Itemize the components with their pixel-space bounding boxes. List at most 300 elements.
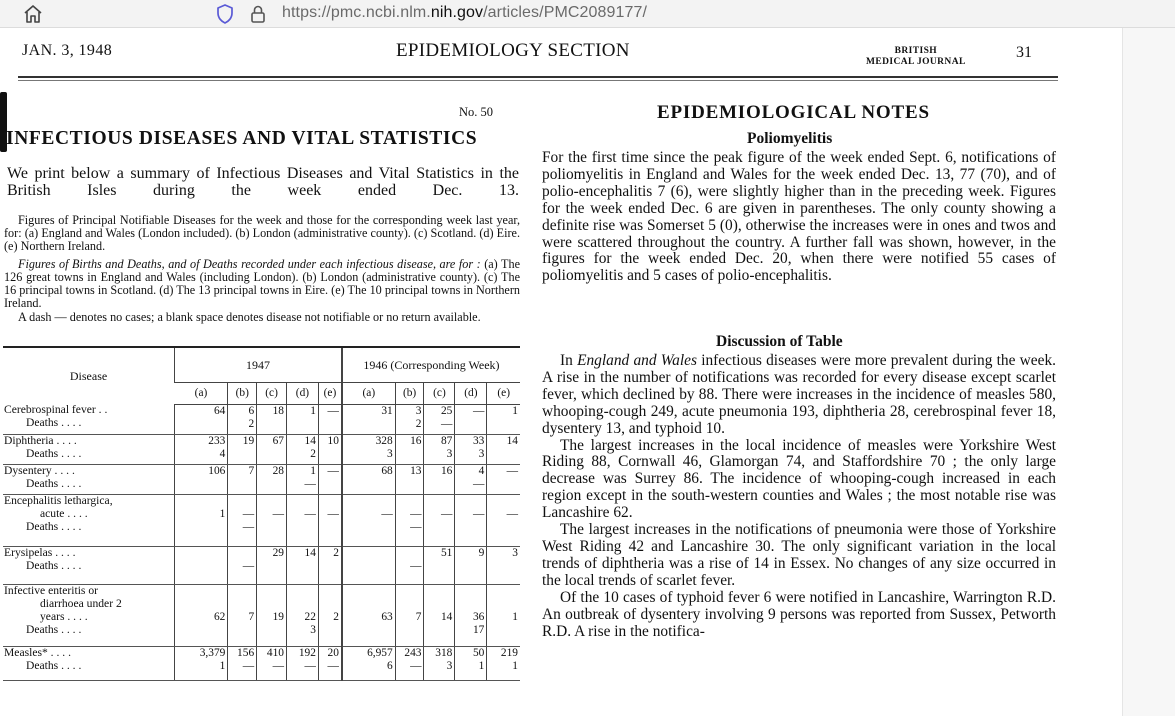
table-cell — [318, 646, 341, 680]
table-cell — [455, 404, 487, 434]
cases-value: 10 — [327, 434, 339, 447]
statistics-table — [3, 348, 520, 681]
column-header: (e) — [318, 382, 341, 404]
disease-line: Dysentery . . . . — [4, 464, 75, 477]
group-1947: 1947 — [175, 348, 342, 382]
article-page — [0, 28, 1120, 716]
deaths-value — [457, 521, 484, 534]
right-article-title: EPIDEMIOLOGICAL NOTES — [657, 102, 930, 123]
article-number: No. 50 — [459, 105, 494, 119]
table-cell — [455, 584, 487, 646]
cases-value: 13 — [410, 464, 422, 477]
disease-name — [3, 494, 175, 546]
table-cell — [455, 434, 487, 464]
table-cell — [424, 434, 455, 464]
table-cell — [175, 584, 228, 646]
cases-value: 16 — [410, 434, 422, 447]
para-births-italic: Figures of Births and Deaths, and of Deaths recorded under each infectious disease, are for : — [18, 257, 481, 271]
cases-value: 3 — [415, 404, 422, 417]
disease-line: Deaths . . . . — [26, 446, 82, 460]
para-births-text: (a) The 126 great towns in England and Wales (including London). (b) London (administrative county). (c) The 16 principal towns in Scotland. (d) The 13 principal towns in Eire. (e) The 10 principal towns in Northern Ireland. — [4, 257, 520, 310]
discussion-para-3 — [542, 522, 1056, 590]
cases-value: 36 — [472, 610, 485, 623]
deaths-value: 3 — [387, 447, 393, 460]
cases-value: 156 — [237, 646, 255, 659]
table-cell — [455, 546, 487, 584]
deaths-value — [321, 478, 339, 491]
table-cell — [487, 546, 520, 584]
table-cell — [286, 494, 318, 546]
cases-value: 219 — [500, 646, 518, 659]
discussion-para-2 — [542, 438, 1056, 523]
header-rule-thin — [18, 80, 1058, 81]
disease-line: Encephalitis lethargica, — [4, 494, 113, 507]
cases-value: 31 — [381, 404, 393, 417]
deaths-value — [259, 448, 284, 461]
table-cell — [424, 584, 455, 646]
table-cell — [487, 584, 520, 646]
deaths-value — [289, 560, 316, 573]
deaths-value: 2 — [415, 417, 422, 430]
cases-value: 87 — [440, 434, 453, 447]
table-cell — [175, 464, 228, 494]
table-cell — [257, 584, 287, 646]
deaths-value — [345, 521, 393, 534]
table-row — [3, 584, 520, 646]
deaths-value: — — [327, 659, 339, 672]
deaths-value — [489, 624, 518, 637]
table-cell — [257, 546, 287, 584]
cases-value: 9 — [478, 546, 485, 559]
cases-value: — — [381, 507, 393, 520]
deaths-value — [398, 478, 422, 491]
table-cell — [228, 494, 257, 546]
cases-value: 18 — [272, 404, 284, 417]
table-cell — [257, 646, 287, 680]
deaths-value — [457, 418, 484, 431]
disease-line: Deaths . . . . — [26, 476, 82, 490]
deaths-value — [398, 448, 422, 461]
deaths-value — [177, 478, 225, 491]
header-page-number: 31 — [1016, 44, 1032, 61]
table-cell — [487, 646, 520, 680]
disc-p1-italic: England and Wales — [577, 352, 697, 369]
column-header: (e) — [487, 382, 520, 404]
cases-value: — — [410, 507, 422, 520]
table-cell — [286, 464, 318, 494]
discussion-para-1 — [542, 353, 1056, 438]
table-cell — [342, 584, 395, 646]
cases-value: 328 — [375, 434, 393, 447]
table-group-header — [3, 348, 520, 382]
column-header: (d) — [286, 382, 318, 404]
table-cell — [257, 464, 287, 494]
deaths-value — [345, 560, 393, 573]
url-prefix: https://pmc.ncbi.nlm. — [282, 4, 431, 21]
deaths-value: 1 — [478, 659, 485, 672]
table-cell — [286, 646, 318, 680]
disease-line: years . . . . — [40, 609, 88, 623]
disease-line: Diphtheria . . . . — [4, 434, 77, 447]
table-cell — [228, 434, 257, 464]
deaths-value — [345, 624, 393, 637]
cases-value: 233 — [208, 434, 226, 447]
cases-value: 3 — [512, 546, 518, 559]
cases-value: 6 — [248, 404, 255, 417]
statistics-table-wrapper — [3, 346, 520, 716]
left-para-notifiable — [4, 214, 520, 253]
cases-value: — — [506, 464, 518, 477]
address-bar[interactable] — [282, 4, 647, 22]
deaths-value: 1 — [219, 659, 226, 672]
table-cell — [395, 464, 424, 494]
cases-value: — — [506, 507, 518, 520]
cases-value: 192 — [298, 646, 316, 659]
disease-name — [3, 434, 175, 464]
column-header: (c) — [257, 382, 287, 404]
deaths-value — [489, 560, 518, 573]
table-cell — [228, 546, 257, 584]
table-cell — [175, 494, 228, 546]
deaths-value: — — [272, 659, 284, 672]
deaths-value — [426, 478, 452, 491]
deaths-value — [321, 418, 339, 431]
left-intro: We print below a summary of Infectious Diseases and Vital Statistics in the British Isles during the week ended Dec. 13. — [7, 165, 519, 199]
disc-p1-pre: In — [560, 352, 578, 369]
table-cell — [318, 404, 341, 434]
deaths-value: 17 — [472, 623, 485, 636]
disc-p3-text: The largest increases in the notifications of pneumonia were those of Yorkshire West Riding 42 and Lancashire 30. The only significant variation in the local trends of diphtheria was a rise of 14 in Essex. No changes of any size occurred in the local trends of scarlet fever. — [542, 521, 1056, 589]
cases-value: 318 — [435, 646, 453, 659]
para-dash-text: A dash — denotes no cases; a blank space denotes disease not notifiable or no return available. — [18, 310, 481, 324]
cases-value: 1 — [219, 507, 226, 520]
table-cell — [455, 494, 487, 546]
deaths-value — [489, 418, 518, 431]
cases-value: 7 — [415, 610, 422, 623]
url-suffix: /articles/PMC2089177/ — [483, 4, 648, 21]
cases-value: 63 — [381, 610, 393, 623]
table-cell — [286, 404, 318, 434]
cases-value: 7 — [248, 464, 255, 477]
deaths-value — [289, 418, 316, 431]
disc-p1-post: infectious diseases were more prevalent during the week. A rise in the number of notifications was recorded for every disease except scarlet fever, which declined by 88. There were increases in the incidence of measles 580, whooping-cough 249, acute pneumonia 193, diphtheria 28, cerebrospinal fever 18, dysentery 13, and typhoid 10. — [542, 352, 1057, 437]
deaths-value — [489, 478, 518, 491]
deaths-value — [230, 478, 254, 491]
cases-value: — — [242, 507, 255, 520]
cases-value: 4 — [478, 464, 485, 477]
deaths-value — [321, 560, 339, 573]
browser-toolbar — [0, 0, 1175, 28]
deaths-value: 2 — [310, 447, 316, 460]
column-header: (c) — [424, 382, 455, 404]
cases-value: 33 — [472, 434, 485, 447]
table-cell — [175, 434, 228, 464]
cases-value: 14 — [304, 546, 316, 559]
shield-icon[interactable] — [214, 3, 236, 25]
table-cell — [257, 434, 287, 464]
cases-value: 19 — [242, 434, 255, 447]
table-cell — [286, 584, 318, 646]
deaths-value — [321, 624, 339, 637]
deaths-value: — — [410, 659, 422, 672]
table-cell — [286, 434, 318, 464]
deaths-value: — — [410, 520, 422, 533]
table-cell — [342, 404, 395, 434]
cases-value: — — [304, 507, 316, 520]
cases-value: 14 — [304, 434, 316, 447]
table-row — [3, 494, 520, 546]
cases-value: 14 — [440, 610, 453, 623]
deaths-value — [289, 521, 316, 534]
polio-text — [542, 150, 1056, 285]
cases-value: — — [327, 404, 339, 417]
deaths-value — [259, 478, 284, 491]
table-cell — [487, 434, 520, 464]
table-cell — [342, 546, 395, 584]
column-header: (a) — [342, 382, 395, 404]
table-cell — [228, 404, 257, 434]
journal-line-2: MEDICAL JOURNAL — [866, 57, 966, 67]
polio-heading: Poliomyelitis — [747, 130, 833, 147]
table-cell — [257, 494, 287, 546]
table-cell — [395, 646, 424, 680]
table-cell — [424, 404, 455, 434]
deaths-value — [345, 418, 393, 431]
group-1946: 1946 (Corresponding Week) — [342, 348, 520, 382]
deaths-value — [345, 478, 393, 491]
deaths-value — [457, 560, 484, 573]
disease-line: Measles* . . . . — [4, 646, 71, 659]
cases-value: 243 — [404, 646, 422, 659]
deaths-value — [426, 624, 452, 637]
table-cell — [342, 494, 395, 546]
disease-line: Deaths . . . . — [26, 519, 82, 533]
left-article-title: INFECTIOUS DISEASES AND VITAL STATISTICS — [6, 128, 478, 149]
deaths-value: — — [242, 520, 255, 533]
cases-value — [177, 547, 225, 560]
table-cell — [286, 546, 318, 584]
deaths-value — [259, 560, 284, 573]
disease-line: Deaths . . . . — [26, 658, 82, 672]
cases-value: — — [472, 507, 485, 520]
table-cell — [395, 404, 424, 434]
deaths-value: 2 — [248, 417, 255, 430]
disc-p4-text: Of the 10 cases of typhoid fever 6 were notified in Lancashire, Warrington R.D. An outbreak of dysentery involving 9 persons was reported from Sussex, Petworth R.D. A rise in the notifica- — [542, 588, 1056, 640]
table-cell — [395, 434, 424, 464]
table-cell — [395, 584, 424, 646]
table-cell — [395, 494, 424, 546]
disease-line: Deaths . . . . — [26, 622, 82, 636]
cases-value: 51 — [440, 546, 453, 559]
table-cell — [318, 584, 341, 646]
cases-value: 14 — [506, 434, 518, 447]
deaths-value — [398, 624, 422, 637]
cases-value: 19 — [272, 610, 284, 623]
table-row — [3, 546, 520, 584]
cases-value: 1 — [512, 610, 518, 623]
deaths-value: 1 — [512, 659, 518, 672]
cases-value: 25 — [440, 404, 453, 417]
table-row — [3, 434, 520, 464]
deaths-value — [259, 624, 284, 637]
table-cell — [487, 494, 520, 546]
table-cell — [424, 646, 455, 680]
left-para-births — [4, 258, 520, 310]
table-cell — [318, 464, 341, 494]
table-cell — [342, 464, 395, 494]
cases-value: 1 — [512, 404, 518, 417]
deaths-value — [426, 560, 452, 573]
disease-name — [3, 546, 175, 584]
disease-line: Cerebrospinal fever . . — [4, 404, 108, 416]
deaths-value — [259, 521, 284, 534]
table-cell — [318, 546, 341, 584]
deaths-value: 3 — [310, 623, 316, 636]
table-cell — [455, 464, 487, 494]
journal-line-1: BRITISH — [894, 46, 938, 56]
deaths-value — [489, 448, 518, 461]
table-cell — [342, 646, 395, 680]
disease-line: Deaths . . . . — [26, 558, 82, 572]
table-cell — [228, 584, 257, 646]
deaths-value — [177, 624, 225, 637]
deaths-value — [321, 448, 339, 461]
deaths-value — [259, 418, 284, 431]
table-cell — [424, 546, 455, 584]
lock-icon[interactable] — [248, 3, 268, 25]
cases-value: 106 — [208, 464, 226, 477]
disease-header: Disease — [69, 369, 108, 383]
discussion-heading: Discussion of Table — [716, 333, 843, 350]
table-body — [3, 404, 520, 680]
disc-p2-text: The largest increases in the local incidence of measles were Yorkshire West Riding 88, Cornwall 46, Glamorgan 74, and Staffordshire 70 ; the only large decrease was Surrey 86. The incidence of whooping-cough increased in each region except in the south-western counties and Wales ; the most notable rise was Lancashire 62. — [542, 436, 1056, 522]
deaths-value — [177, 560, 225, 573]
column-header: (b) — [395, 382, 424, 404]
deaths-value — [426, 521, 452, 534]
deaths-value: — — [410, 559, 422, 572]
disease-line: diarrhoea under 2 — [40, 596, 122, 610]
deaths-value — [177, 521, 225, 534]
column-header: (a) — [175, 382, 228, 404]
discussion-text — [542, 353, 1056, 640]
deaths-value: — — [440, 417, 453, 430]
deaths-value: — — [304, 477, 316, 490]
cases-value: 16 — [440, 464, 453, 477]
table-cell — [395, 546, 424, 584]
left-para-dash — [4, 311, 520, 324]
disease-name — [3, 646, 175, 680]
cases-value — [398, 547, 422, 560]
cases-value: 7 — [248, 610, 255, 623]
cases-value: 2 — [333, 546, 339, 559]
deaths-value: 4 — [219, 447, 226, 460]
table-cell — [455, 646, 487, 680]
deaths-value: 6 — [387, 659, 393, 672]
cases-value: — — [327, 507, 339, 520]
table-cell — [424, 464, 455, 494]
deaths-value — [230, 448, 254, 461]
table-cell — [487, 404, 520, 434]
deaths-value — [489, 521, 518, 534]
cases-value — [345, 547, 393, 560]
deaths-value: 3 — [446, 659, 453, 672]
header-journal — [866, 46, 966, 68]
deaths-value: 3 — [478, 447, 485, 460]
column-header: (b) — [228, 382, 257, 404]
deaths-value: — — [242, 559, 255, 572]
table-row — [3, 646, 520, 680]
disease-line: Erysipelas . . . . — [4, 546, 76, 559]
scrollbar-gutter[interactable] — [1122, 28, 1175, 716]
table-cell — [175, 404, 228, 434]
table-cell — [318, 494, 341, 546]
table-cell — [257, 404, 287, 434]
polio-paragraph: For the first time since the peak figure of the week ended Sept. 6, notifications of poliomyelitis in England and Wales for the week ended Dec. 13, 77 (70), and of polio-encephalitis 7 (6), were slightly higher than in the preceding week. Figures for the week ended Dec. 6 are given in parentheses. The only county showing a definite rise was Somerset 5 (0), otherwise the increases were in ones and twos and were scattered throughout the country. A further fall was shown, however, in the figures for the week ended Dec. 20, when there were notified 55 cases of poliomyelitis and 5 cases of polio-encephalitis. — [542, 149, 1056, 285]
disease-name — [3, 404, 175, 434]
table-cell — [424, 494, 455, 546]
deaths-value: — — [472, 477, 485, 490]
table-cell — [342, 434, 395, 464]
discussion-para-4 — [542, 590, 1056, 641]
disease-name — [3, 584, 175, 646]
deaths-value — [177, 418, 225, 431]
cases-value: 410 — [266, 646, 284, 659]
disease-line: acute . . . . — [40, 506, 88, 520]
deaths-value — [230, 624, 254, 637]
cases-value: 50 — [472, 646, 485, 659]
cases-value: 6,957 — [367, 646, 393, 659]
table-cell — [318, 434, 341, 464]
header-section: EPIDEMIOLOGY SECTION — [396, 40, 630, 61]
deaths-value: — — [304, 659, 316, 672]
cases-value: — — [272, 507, 284, 520]
cases-value: 29 — [272, 546, 284, 559]
header-date: JAN. 3, 1948 — [22, 42, 113, 59]
disease-line: Deaths . . . . — [26, 416, 82, 429]
cases-value: 3,379 — [199, 646, 226, 659]
cases-value: 62 — [213, 610, 226, 623]
cases-value: 20 — [327, 646, 339, 659]
para-notifiable-text: Figures of Principal Notifiable Diseases for the week and those for the corresponding week last year, for: (a) England and Wales (London included). (b) London (administrative county). (c) Scotland. (d) Eire. (e) Northern Ireland. — [4, 213, 520, 253]
table-cell — [228, 464, 257, 494]
cases-value: — — [440, 507, 453, 520]
disease-line: Infective enteritis or — [4, 584, 98, 597]
cases-value: — — [327, 464, 339, 477]
table-row — [3, 404, 520, 434]
home-icon[interactable] — [22, 3, 44, 25]
column-header: (d) — [455, 382, 487, 404]
deaths-value: 3 — [446, 447, 453, 460]
deaths-value — [321, 521, 339, 534]
cases-value: 68 — [381, 464, 393, 477]
table-cell — [175, 646, 228, 680]
cases-value: 64 — [213, 404, 226, 417]
table-cell — [487, 464, 520, 494]
url-domain: nih.gov — [430, 4, 484, 21]
cases-value: 28 — [272, 464, 284, 477]
cases-value: — — [472, 404, 485, 417]
disease-name — [3, 464, 175, 494]
table-row — [3, 464, 520, 494]
cases-value: 1 — [310, 404, 316, 417]
header-rule — [18, 76, 1058, 78]
table-cell — [175, 546, 228, 584]
table-cell — [228, 646, 257, 680]
cases-value: 2 — [333, 610, 339, 623]
cases-value: 22 — [304, 610, 316, 623]
cases-value: 1 — [310, 464, 316, 477]
deaths-value: — — [242, 659, 255, 672]
